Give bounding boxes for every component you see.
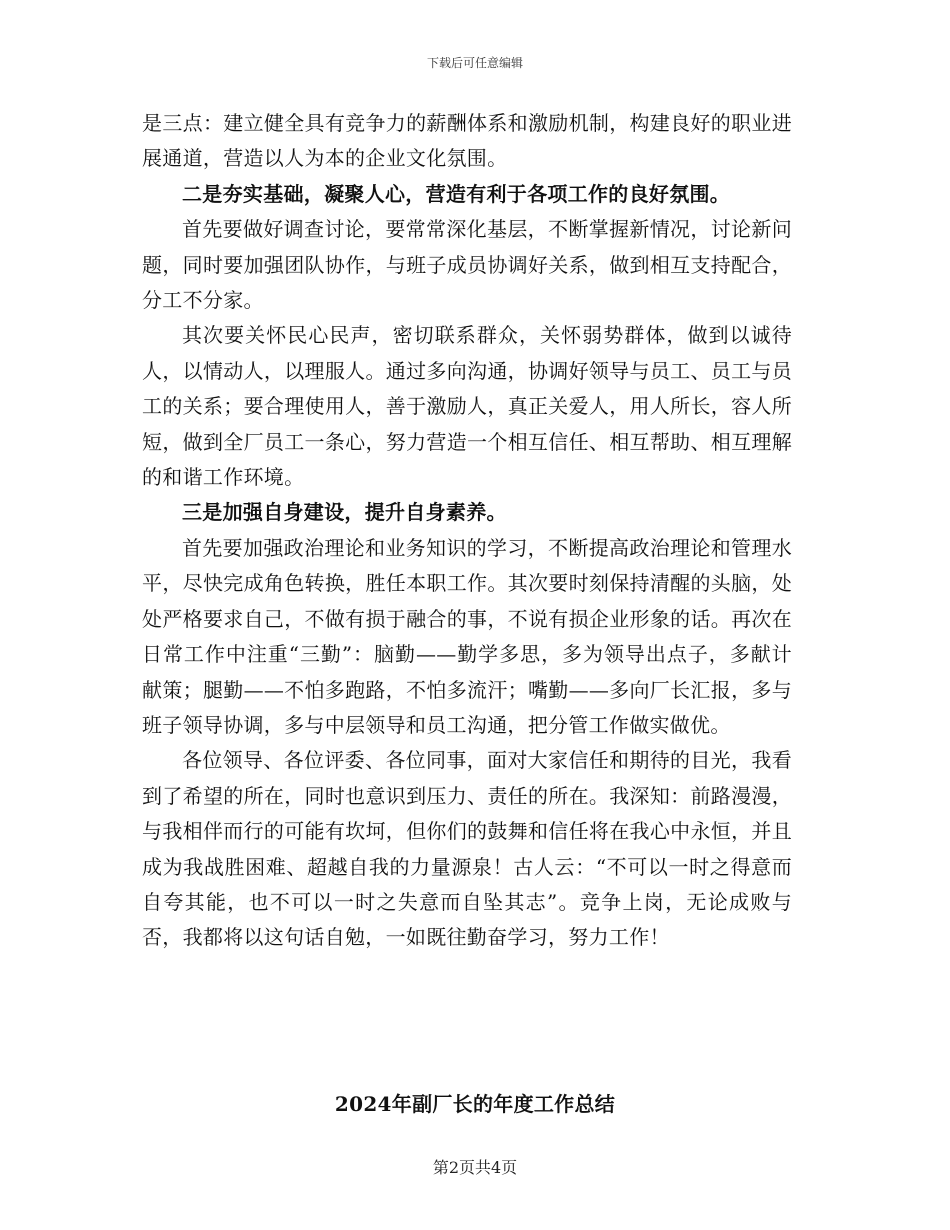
paragraph: 其次要关怀民心民声，密切联系群众，关怀弱势群体，做到以诚待人，以情动人，以理服人。通过多向沟通，协调好领导与员工、员工与员工的关系；要合理使用人，善于激励人，真正关爱人，用人所长，容人所短，做到全厂员工一条心，努力营造一个相互信任、相互帮助、相互理解的和谐工作环境。 [142,323,792,490]
document-body [142,106,792,956]
page-footer: 第2页共4页 [432,1158,518,1177]
paragraph-continuation: 是三点：建立健全具有竞争力的薪酬体系和激励机制，构建良好的职业进展通道，营造以人为本的企业文化氛围。 [142,111,792,171]
page-header: 下载后可任意编辑 [426,56,523,70]
paragraph: 首先要加强政治理论和业务知识的学习，不断提高政治理论和管理水平，尽快完成角色转换，胜任本职工作。其次要时刻保持清醒的头脑，处处严格要求自己，不做有损于融合的事，不说有损企业形象的话。再次在日常工作中注重“三勤”：脑勤——勤学多思，多为领导出点子，多献计献策；腿勤——不怕多跑路，不怕多流汗；嘴勤——多向厂长汇报，多与班子领导协调，多与中层领导和员工沟通，把分管工作做实做优。 [142,535,792,737]
paragraph: 各位领导、各位评委、各位同事，面对大家信任和期待的目光，我看到了希望的所在，同时也意识到压力、责任的所在。我深知：前路漫漫，与我相伴而行的可能有坎坷，但你们的鼓舞和信任将在我心中永恒，并且成为我战胜困难、超越自我的力量源泉！古人云：“不可以一时之得意而自夸其能，也不可以一时之失意而自坠其志”。竞争上岗，无论成败与否，我都将以这句话自勉，一如既往勤奋学习，努力工作！ [142,748,792,950]
next-document-title: 2024年副厂长的年度工作总结 [334,1092,616,1116]
section-heading-three: 三是加强自身建设，提升自身素养。 [182,500,507,525]
paragraph: 首先要做好调查讨论，要常常深化基层，不断掌握新情况，讨论新问题，同时要加强团队协作，与班子成员协调好关系，做到相互支持配合，分工不分家。 [142,217,792,313]
section-heading-two: 二是夯实基础，凝聚人心，营造有利于各项工作的良好氛围。 [182,181,731,206]
